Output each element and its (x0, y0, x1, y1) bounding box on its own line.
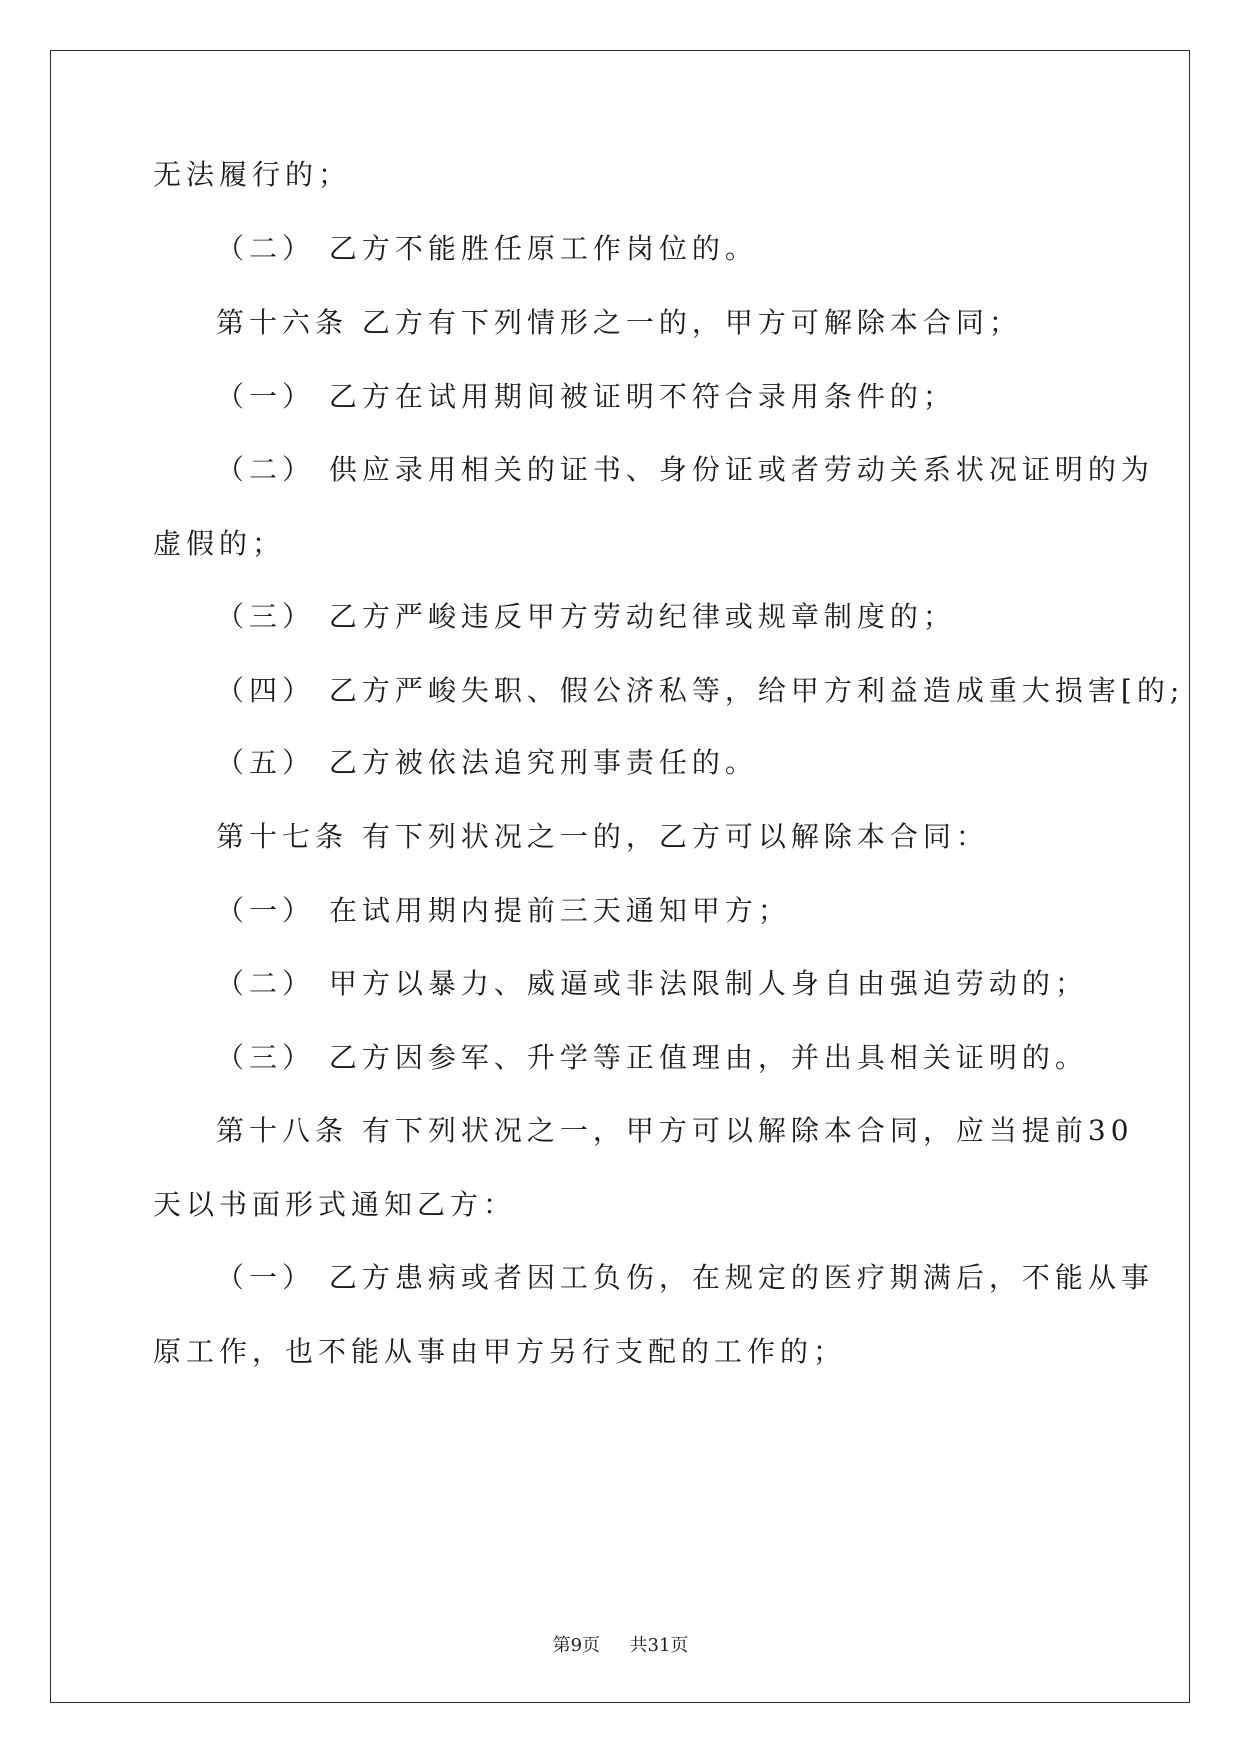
text-line: （二） 供应录用相关的证书、身份证或者劳动关系状况证明的为 (216, 453, 1154, 486)
text-line: （二） 乙方不能胜任原工作岗位的。 (216, 232, 758, 265)
article-heading: 第十八条 有下列状况之一，甲方可以解除本合同，应当提前30 (216, 1114, 1134, 1147)
text-line: （三） 乙方严峻违反甲方劳动纪律或规章制度的； (216, 600, 956, 633)
article-heading: 第十七条 有下列状况之一的，乙方可以解除本合同： (216, 820, 989, 853)
page-total: 共31页 (629, 1635, 689, 1656)
text-line: （二） 甲方以暴力、威逼或非法限制人身自由强迫劳动的； (216, 967, 1088, 1000)
text-line: 虚假的； (153, 527, 286, 560)
text-line: 无法履行的； (153, 158, 352, 191)
page-border (50, 50, 1190, 1703)
page-number: 第9页 (552, 1635, 601, 1656)
article-heading: 第十六条 乙方有下列情形之一的，甲方可解除本合同； (216, 306, 1022, 339)
text-line: 原工作，也不能从事由甲方另行支配的工作的； (153, 1335, 847, 1368)
text-line: （五） 乙方被依法追究刑事责任的。 (216, 746, 758, 779)
text-line: （一） 乙方在试用期间被证明不符合录用条件的； (216, 380, 956, 413)
text-line: （一） 在试用期内提前三天通知甲方； (216, 894, 791, 927)
text-line: （三） 乙方因参军、升学等正值理由，并出具相关证明的。 (216, 1041, 1088, 1074)
text-line: 天以书面形式通知乙方： (153, 1188, 517, 1221)
text-line: （四） 乙方严峻失职、假公济私等，给甲方利益造成重大损害[的; (216, 674, 1185, 707)
page-footer (0, 1634, 1241, 1658)
text-line: （一） 乙方患病或者因工负伤，在规定的医疗期满后，不能从事 (216, 1261, 1154, 1294)
